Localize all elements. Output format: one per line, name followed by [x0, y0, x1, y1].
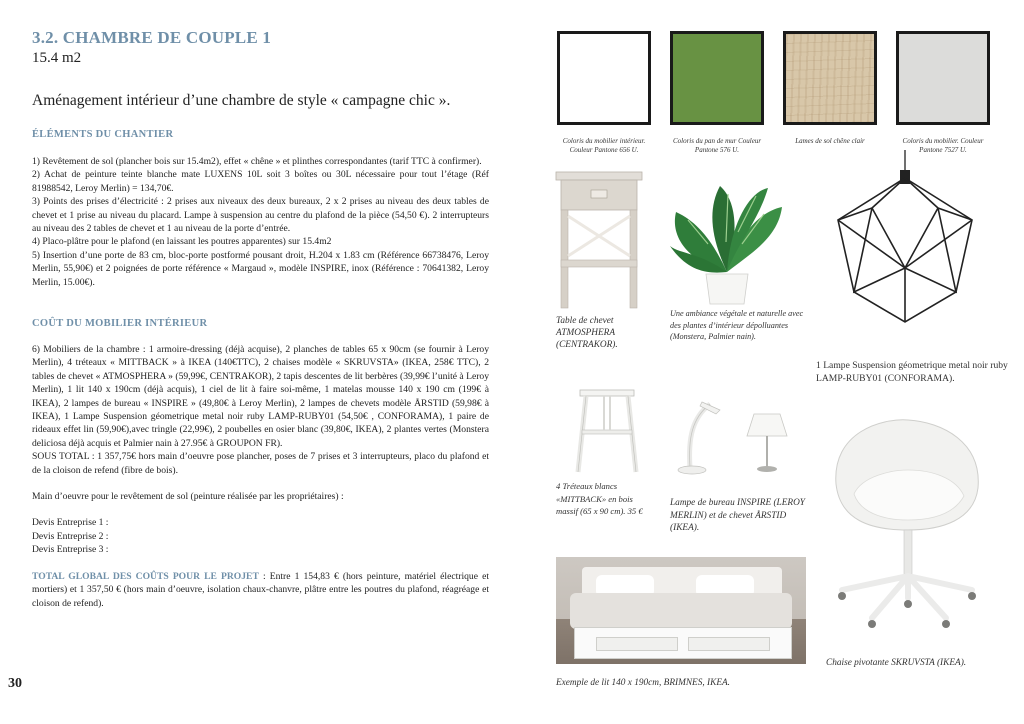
bed-drawer	[688, 637, 770, 651]
caption-chair: Chaise pivotante SKRUVSTA (IKEA).	[826, 658, 967, 668]
desk-lamp-image	[676, 398, 722, 476]
chantier-item: 5) Insertion d’une porte de 83 cm, bloc-porte postformé pousant droit, H.204 x 1.83 cm (Référence 66738476, Leroy Merlin, 55,90€) et 2 poignées de porte référence « Margaud », modèle INSPIRE, inox (Référence : 70641382, Leroy Merlin, 15.00€).	[32, 249, 489, 288]
labor-text: Main d’oeuvre pour le revêtement de sol (peinture réalisée par les propriétaires) :	[32, 491, 344, 503]
swatch-caption: Coloris du mobilier intérieur. Couleur Pantone 656 U.	[562, 137, 646, 154]
chantier-item: 2) Achat de peinture teinte blanche mate LUXENS 10L soit 3 boîtes ou 30L nécessaire pour tout l’étage (Réf 81988542, Leroy Merlin) = 134,70€.	[32, 169, 489, 194]
room-area: 15.4 m2	[32, 50, 82, 66]
nightstand-image	[553, 168, 645, 314]
devis-line: Devis Entreprise 2 :	[32, 530, 109, 542]
devis-line: Devis Entreprise 3 :	[32, 544, 109, 556]
chantier-list	[32, 155, 489, 289]
swatch-oak	[783, 31, 877, 125]
swatch-caption: Coloris du mobilier. Couleur Pantone 7527 U.	[902, 137, 984, 154]
pendant-lamp-image	[832, 150, 978, 326]
caption-bed: Exemple de lit 140 x 190cm, BRIMNES, IKEA.	[556, 678, 731, 688]
caption-nightstand: Table de chevet ATMOSPHERA (CENTRAKOR).	[556, 316, 618, 350]
subtotal-text: SOUS TOTAL : 1 357,75€ hors main d’oeuvre pose plancher, poses de 7 prises et 3 interrupteurs, placo du plafond et de la cloison de refend (fibre de bois).	[32, 451, 489, 476]
page-title: 3.2. CHAMBRE DE COUPLE 1	[32, 28, 272, 47]
devis-line: Devis Entreprise 1 :	[32, 517, 109, 529]
caption-plant: Une ambiance végétale et naturelle avec des plantes d’intérieur dépolluantes (Monstera, Palmier nain).	[670, 309, 804, 341]
swivel-chair-image	[822, 412, 992, 632]
chantier-item: 3) Points des prises d’électricité : 2 prises aux niveaux des deux bureaux, 2 x 2 prises au niveau des deux tables de chevet et 1 prise au niveau du placard. Lampe à suspension au centre du plafond de la pièce (54,50 €). 2 interrupteurs au niveau des 2 tables de chevet et 1 au niveau de la porte d’entrée.	[32, 196, 489, 235]
total-label: TOTAL GLOBAL DES COÛTS POUR LE PROJET	[32, 570, 259, 582]
plant-image	[668, 182, 786, 306]
spacer	[32, 503, 489, 516]
swatch-grey	[896, 31, 990, 125]
chantier-heading: ÉLÉMENTS DU CHANTIER	[32, 129, 174, 140]
swatch-green	[670, 31, 764, 125]
total-paragraph	[32, 570, 489, 610]
bed-duvet	[570, 593, 792, 629]
mobilier-paragraph: 6) Mobiliers de la chambre : 1 armoire-dressing (déjà acquise), 2 planches de tables 65 x 90cm (se fournir à Leroy Merlin), 4 tréteaux « MITTBACK » à IKEA (140€TTC), 2 chaises modèle « SKRUVSTA» (IKEA, 258€ TTC), 2 tables de chevet « ATMOSPHERA » (59,99€, CENTRAKOR), 2 tapis descentes de lit berbères (39,99€ l’unité à Leroy Merlin), 1 lit 140 x 190cm (déjà acquis), 1 ciel de lit à faire soi-même, 1 matelas mousse 140 x 190 cm (199€ à IKEA), 2 lampes de bureau « INSPIRE » (49,80€ à Leroy Merlin), 2 lampes de chevets modèle ÅRSTID (59,98€ à IKEA), 1 Lampe Suspension géometrique metal noir ruby LAMP-RUBY01 (54,50€ , CONFORAMA), 1 paire de rideaux effet lin (59,90€),avec tringle (22,99€), 2 poubelles en osier blanc (39,80€, IKEA), 2 plantes vertes (Monstera deliciosa déjà acquis et Palmier nain à 27.95€ à GROUPON FR).	[32, 344, 489, 449]
total-text: : Entre 1 154,83 € (hors peinture, matériel électrique et mortiers) et 1 357,50 € (hors main d’oeuvre, isolation chaux-chanvre, plâtre entre les poutres du plafond, réagréage et cloison de refend).	[32, 570, 489, 609]
caption-desk-lamp: Lampe de bureau INSPIRE (LEROY MERLIN) et de chevet ÅRSTID (IKEA).	[670, 498, 805, 533]
caption-trestle: 4 Tréteaux blancs «MITTBACK» en bois massif (65 x 90 cm). 35 €	[556, 481, 643, 516]
mobilier-heading: COÛT DU MOBILIER INTÉRIEUR	[32, 318, 208, 329]
chantier-item: 1) Revêtement de sol (plancher bois sur 15.4m2), effet « chêne » et plinthes correspondantes (tarif TTC à confirmer).	[32, 156, 482, 167]
bed-drawer	[596, 637, 678, 651]
bed-image	[556, 557, 806, 664]
swatch-caption: Coloris du pan de mur Couleur Pantone 576 U.	[672, 137, 762, 154]
swatch-caption: Lames de sol chêne clair	[795, 137, 865, 145]
page-subtitle: Aménagement intérieur d’une chambre de style « campagne chic ».	[32, 92, 451, 109]
trestle-image	[574, 388, 640, 474]
chantier-item: 4) Placo-plâtre pour le plafond (en laissant les poutres apparentes) sur 15.4m2	[32, 236, 332, 248]
mobilier-block	[32, 343, 489, 610]
spacer	[32, 477, 489, 490]
swatch-white	[557, 31, 651, 125]
bedside-lamp-image	[745, 412, 789, 474]
spacer	[32, 557, 489, 570]
page-number: 30	[8, 676, 22, 691]
caption-pendant-lamp: 1 Lampe Suspension géometrique metal noir ruby LAMP-RUBY01 (CONFORAMA).	[816, 360, 1008, 384]
